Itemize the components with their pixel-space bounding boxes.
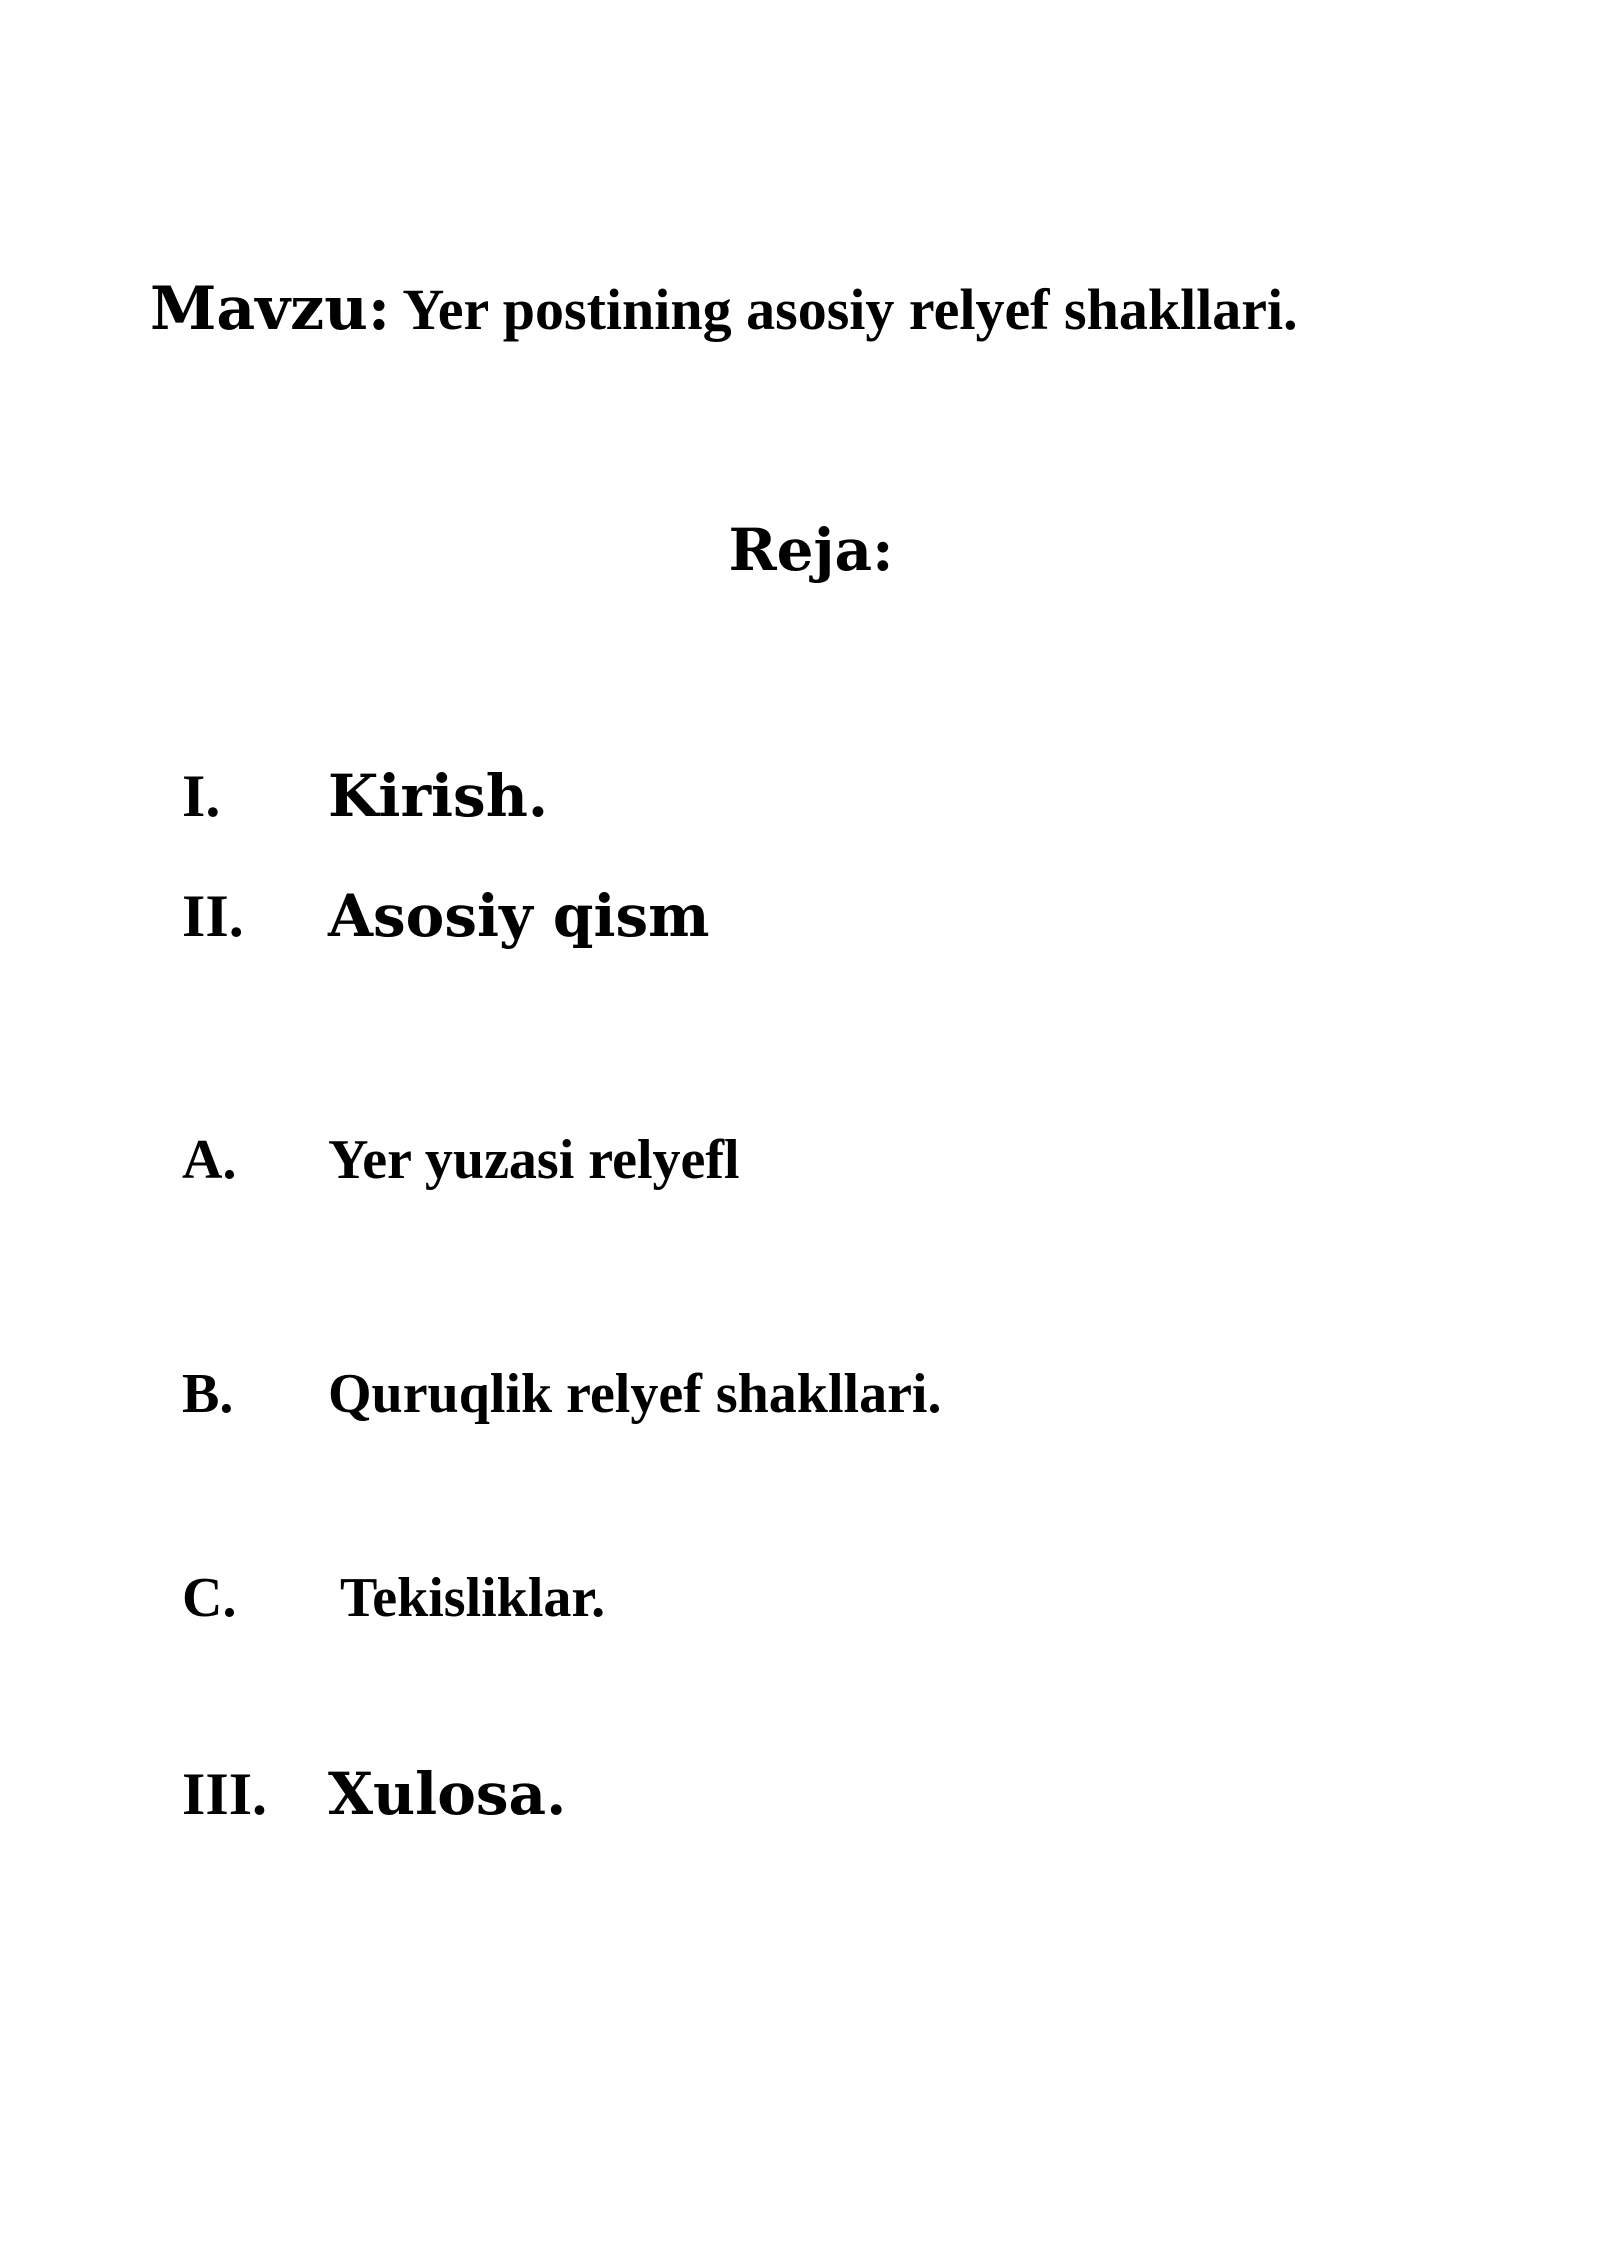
topic-label: Mavzu:	[150, 274, 390, 344]
plan-item-text: Xulosa.	[328, 1760, 567, 1828]
topic-title	[150, 274, 1298, 344]
plan-item-marker: I.	[182, 763, 221, 829]
plan-item-marker: II.	[182, 883, 244, 949]
plan-item-marker: A.	[182, 1129, 237, 1191]
plan-item-text: Tekisliklar.	[340, 1567, 606, 1629]
plan-item-marker: B.	[182, 1363, 234, 1425]
plan-item-marker: III.	[182, 1761, 268, 1827]
plan-item-text: Quruqlik relyef shakllari.	[328, 1363, 942, 1425]
topic-text: Yer postining asosiy relyef shakllari.	[390, 277, 1298, 342]
plan-item-text: Yer yuzasi relyefl	[328, 1129, 740, 1191]
plan-item-text: Kirish.	[328, 762, 549, 830]
plan-heading: Reja:	[728, 516, 894, 584]
plan-item-text: Asosiy qism	[328, 882, 710, 950]
plan-item-marker: C.	[182, 1567, 237, 1629]
